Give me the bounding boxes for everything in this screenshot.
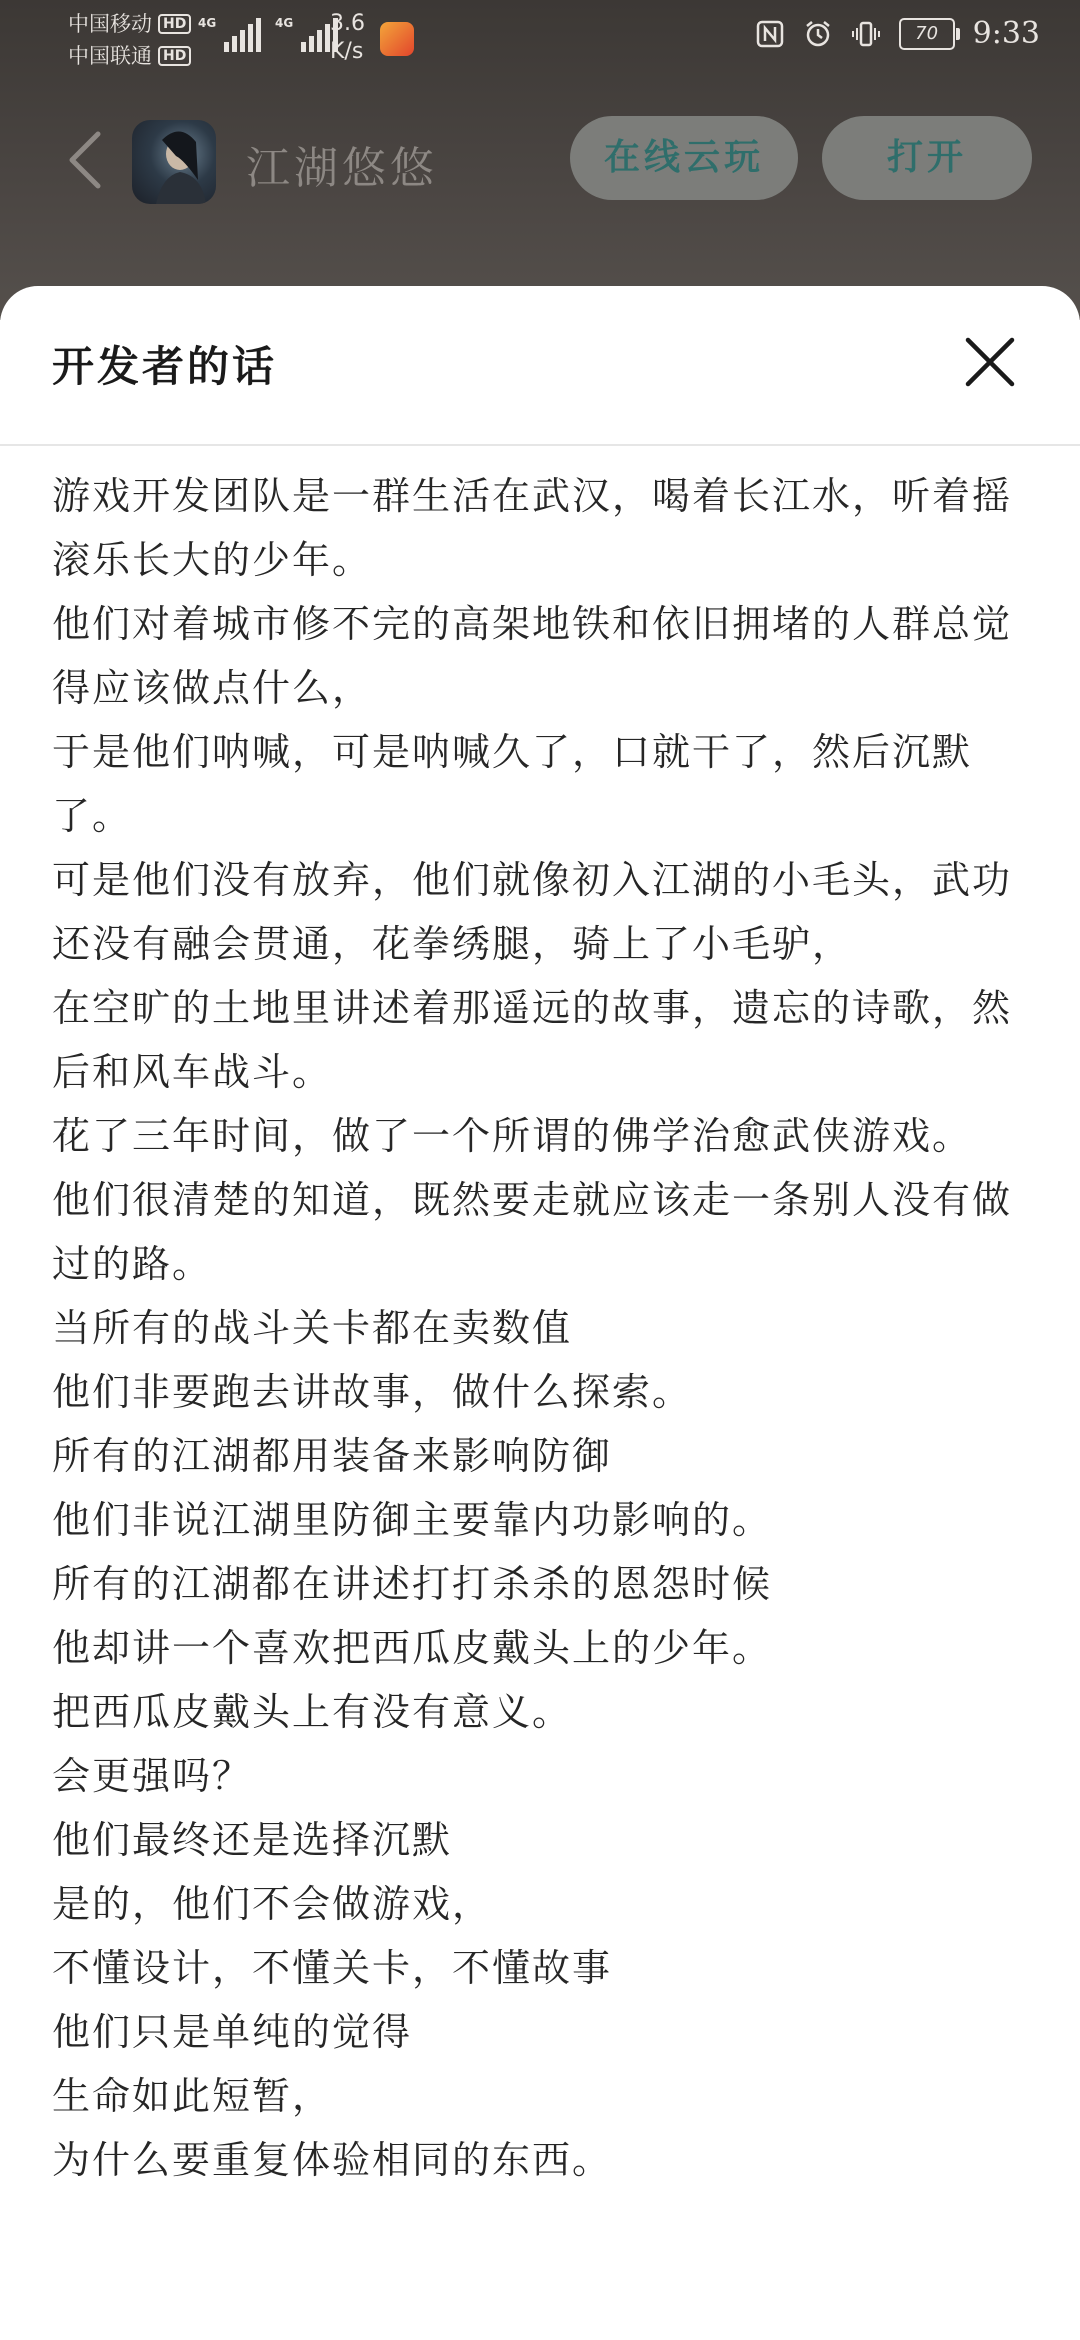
developer-notes-sheet: [0, 286, 1080, 2340]
status-bar: [0, 0, 1080, 80]
notification-app-icon: [380, 22, 414, 56]
paragraph: 游戏开发团队是一群生活在武汉，喝着长江水，听着摇滚乐长大的少年。: [52, 474, 1013, 582]
sheet-header: [0, 286, 1080, 446]
signal-strength-2-icon: [275, 18, 338, 52]
game-icon[interactable]: [132, 120, 216, 204]
paragraph: 于是他们呐喊，可是呐喊久了，口就干了，然后沉默了。: [52, 730, 973, 838]
paragraph: 他们对着城市修不完的高架地铁和依旧拥堵的人群总觉得应该做点什么，: [52, 602, 1013, 710]
open-button[interactable]: 打开: [822, 116, 1032, 200]
paragraph: 把西瓜皮戴头上有没有意义。: [52, 1690, 573, 1734]
status-icons: [755, 16, 1040, 51]
paragraph: 可是他们没有放弃，他们就像初入江湖的小毛头，武功还没有融会贯通，花拳绣腿，骑上了小毛驴，: [52, 858, 1013, 966]
vibrate-icon: [851, 19, 881, 49]
sheet-title: 开发者的话: [52, 342, 278, 391]
back-arrow-icon[interactable]: [62, 128, 112, 192]
paragraph: 他们只是单纯的觉得: [52, 2010, 413, 2054]
hd-badge-2: HD: [158, 46, 191, 66]
paragraph: 他们非说江湖里防御主要靠内功影响的。: [52, 1498, 773, 1542]
game-title: 江湖悠悠: [246, 143, 438, 194]
paragraph: 是的，他们不会做游戏，: [52, 1882, 493, 1926]
paragraph: 不懂设计，不懂关卡，不懂故事: [52, 1946, 613, 1990]
paragraph: 他们非要跑去讲故事，做什么探索。: [52, 1370, 693, 1414]
paragraph: 在空旷的土地里讲述着那遥远的故事，遗忘的诗歌，然后和风车战斗。: [52, 986, 1013, 1094]
hd-badge-1: HD: [158, 14, 191, 34]
background-app: [0, 0, 1080, 320]
paragraph: 所有的江湖都在讲述打打杀杀的恩怨时候: [52, 1562, 773, 1606]
alarm-icon: [803, 19, 833, 49]
battery-icon: 70: [899, 18, 955, 50]
paragraph: 为什么要重复体验相同的东西。: [52, 2138, 613, 2182]
paragraph: 所有的江湖都用装备来影响防御: [52, 1434, 613, 1478]
clock: 9:33: [972, 16, 1040, 51]
signal-strength-1-icon: [198, 18, 261, 52]
network-speed: [330, 10, 365, 66]
speed-unit: K/s: [330, 39, 364, 64]
carrier-info: [68, 8, 191, 72]
signal-indicators: [198, 18, 338, 52]
network-type-2: 4G: [275, 16, 294, 30]
nfc-icon: [755, 19, 785, 49]
network-type-1: 4G: [198, 16, 217, 30]
paragraph: 他们最终还是选择沉默: [52, 1818, 453, 1862]
paragraph: 会更强吗？: [52, 1754, 253, 1798]
carrier-1: 中国移动: [68, 12, 152, 36]
paragraph: 生命如此短暂，: [52, 2074, 333, 2118]
cloud-play-button[interactable]: 在线云玩: [570, 116, 798, 200]
paragraph: 花了三年时间，做了一个所谓的佛学治愈武侠游戏。: [52, 1114, 973, 1158]
speed-value: 3.6: [330, 11, 365, 36]
app-header: [0, 110, 1080, 210]
carrier-2: 中国联通: [68, 44, 152, 68]
close-icon[interactable]: [960, 332, 1020, 392]
paragraph: 他却讲一个喜欢把西瓜皮戴头上的少年。: [52, 1626, 773, 1670]
sheet-content: [0, 446, 1080, 2192]
paragraph: 他们很清楚的知道，既然要走就应该走一条别人没有做过的路。: [52, 1178, 1013, 1286]
paragraph: 当所有的战斗关卡都在卖数值: [52, 1306, 573, 1350]
